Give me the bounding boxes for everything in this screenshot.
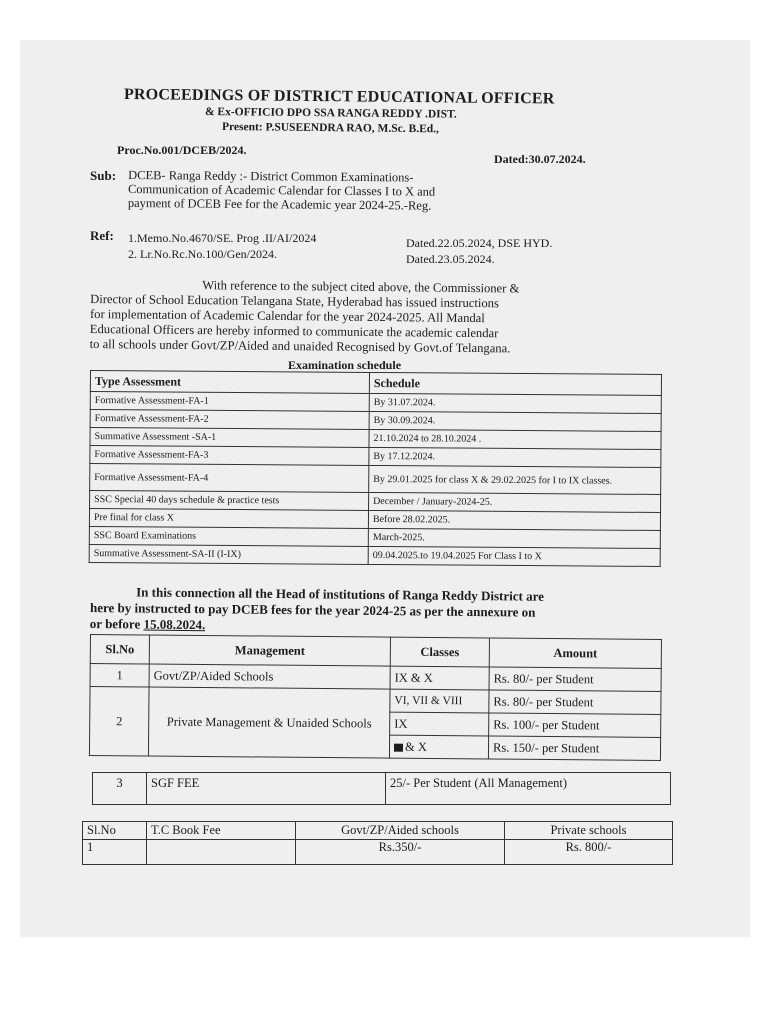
amount: Rs. 80/- per Student (489, 667, 661, 692)
proc-date: Dated:30.07.2024. (494, 152, 586, 166)
table-row (90, 464, 661, 495)
reference-1: 1.Memo.No.4670/SE. Prog .II/AI/2024 (128, 231, 317, 245)
assessment-schedule: Before 28.02.2025. (368, 510, 660, 530)
body-paragraph (90, 277, 639, 358)
column-header: Schedule (369, 372, 661, 395)
column-header: Classes (390, 637, 489, 667)
govt-fee: Rs.350/- (296, 840, 505, 865)
reference-2: 2. Lr.No.Rc.No.100/Gen/2024. (128, 247, 277, 261)
amount: Rs. 100/- per Student (489, 713, 661, 738)
fee-line-prefix: or before (89, 615, 144, 632)
exam-schedule-table (89, 370, 662, 567)
column-header: Sl.No (90, 635, 149, 665)
management: Private Management & Unaided Schools (148, 687, 390, 758)
column-header: Amount (489, 638, 661, 668)
fee-table (89, 634, 662, 761)
assessment-type: Formative Assessment-FA-3 (90, 446, 369, 466)
assessment-schedule: 09.04.2025.to 19.04.2025 For Class I to X (368, 546, 660, 566)
assessment-type: SSC Special 40 days schedule & practice tests (90, 491, 369, 511)
reference-1-date: Dated.22.05.2024, DSE HYD. (406, 236, 553, 250)
assessment-type: Summative Assessment -SA-1 (90, 428, 369, 448)
column-header: Private schools (505, 822, 673, 840)
present-officer: Present: P.SUSEENDRA RAO, M.Sc. B.Ed., (221, 121, 439, 136)
assessment-schedule: 21.10.2024 to 28.10.2024 . (369, 429, 661, 449)
assessment-type: Pre final for class X (89, 509, 368, 529)
table-header-row (83, 822, 673, 840)
amount: Rs. 80/- per Student (489, 690, 661, 715)
column-header: Management (149, 635, 390, 666)
assessment-type: Summative Assessment-SA-II (I-IX) (89, 544, 368, 564)
column-header: Type Assessment (90, 371, 369, 394)
exam-schedule-title: Examination schedule (288, 358, 402, 372)
assessment-schedule: March-2025. (368, 528, 660, 548)
subject-label: Sub: (90, 168, 117, 183)
document-title: PROCEEDINGS OF DISTRICT EDUCATIONAL OFFICER (123, 86, 555, 108)
body-line: Educational Officers are hereby informed to communicate the academic calendar (89, 321, 499, 341)
body-line: Director of School Education Telangana State, Hyderabad has issued instructions (90, 292, 499, 311)
subject-line: DCEB- Ranga Reddy :- District Common Examinations- (128, 168, 414, 185)
sl-no: 1 (83, 840, 147, 865)
assessment-type: Formative Assessment-FA-1 (90, 392, 369, 412)
sl-no: 2 (89, 687, 149, 757)
assessment-type: Formative Assessment-FA-4 (90, 464, 369, 493)
classes: & X (404, 739, 427, 754)
assessment-schedule: By 30.09.2024. (369, 411, 661, 431)
subject-line: payment of DCEB Fee for the Academic year 2024-25.-Reg. (127, 195, 432, 213)
table-row (90, 687, 661, 715)
table-row (83, 840, 673, 865)
column-header: T.C Book Fee (147, 822, 296, 840)
sgf-label: SGF FEE (147, 773, 386, 805)
column-header: Govt/ZP/Aided schools (296, 822, 505, 840)
proc-number: Proc.No.001/DCEB/2024. (117, 143, 247, 157)
fee-deadline: 15.08.2024. (143, 616, 206, 633)
assessment-schedule: By 17.12.2024. (369, 447, 661, 467)
assessment-schedule: By 29.01.2025 for class X & 29.02.2025 for I to IX classes. (369, 465, 661, 494)
assessment-type: Formative Assessment-FA-2 (90, 410, 369, 430)
private-fee: Rs. 800/- (505, 840, 673, 865)
assessment-type: SSC Board Examinations (89, 526, 368, 546)
assessment-schedule: By 31.07.2024. (369, 393, 661, 413)
fee-paragraph (90, 584, 640, 638)
tc-book-fee-table (82, 821, 673, 865)
office-line: & Ex-OFFICIO DPO SSA RANGA REDDY .DIST. (204, 106, 457, 121)
body-line: With reference to the subject cited above, the Commissioner & (202, 278, 520, 296)
sgf-amount: 25/- Per Student (All Management) (386, 773, 671, 805)
amount: Rs. 150/- per Student (488, 736, 660, 761)
reference-label: Ref: (90, 228, 114, 243)
reference-2-date: Dated.23.05.2024. (406, 252, 495, 266)
tc-fee (147, 840, 296, 865)
management: Govt/ZP/Aided Schools (149, 664, 390, 689)
classes: VI, VII & VIII (390, 689, 489, 713)
sl-no: 1 (90, 664, 149, 688)
sgf-table (92, 772, 671, 805)
fee-line: In this connection all the Head of institutions of Ranga Reddy District are (136, 584, 545, 604)
classes: IX (390, 712, 489, 736)
redaction-mark (394, 743, 403, 751)
table-row (89, 544, 660, 566)
subject-line: Communication of Academic Calendar for Classes I to X and (127, 182, 436, 199)
body-line: to all schools under Govt/ZP/Aided and unaided Recognised by Govt.of Telangana. (89, 336, 511, 356)
sl-no: 3 (93, 773, 147, 805)
assessment-schedule: December / January-2024-25. (369, 492, 661, 512)
fee-line: here by instructed to pay DCEB fees for the year 2024-25 as per the annexure on (89, 600, 536, 620)
subject-text (128, 168, 436, 213)
classes-cell (389, 735, 488, 759)
body-line: for implementation of Academic Calendar for the year 2024-2025. All Mandal (89, 307, 485, 326)
column-header: Sl.No (83, 822, 147, 840)
classes: IX & X (390, 666, 489, 690)
table-row (93, 773, 671, 805)
